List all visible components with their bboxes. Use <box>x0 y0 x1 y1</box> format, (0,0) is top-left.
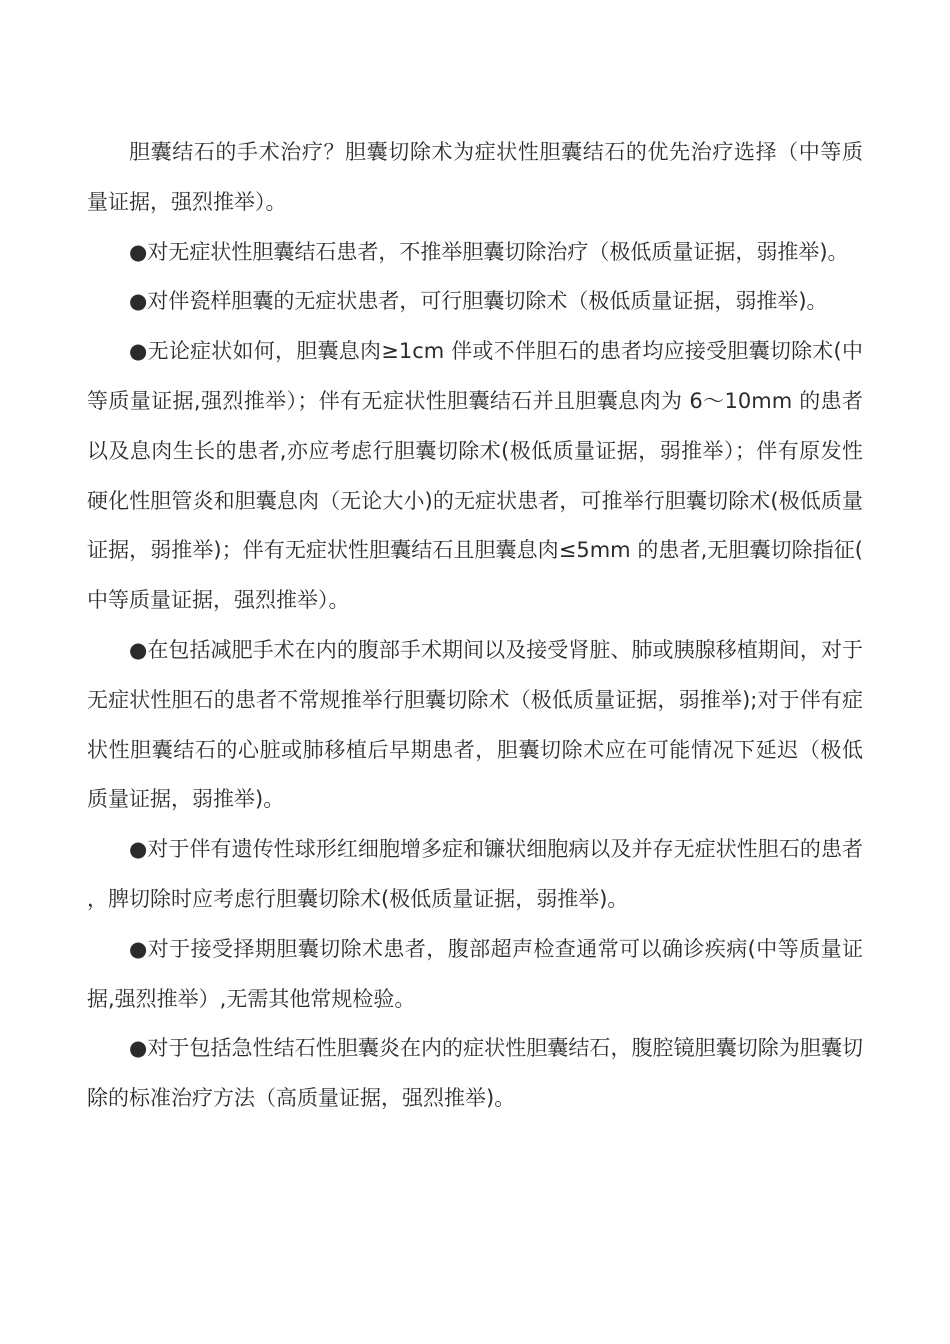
paragraph-bullet-asymptomatic: ●对无症状性胆囊结石患者，不推举胆囊切除治疗（极低质量证据，弱推举)。 <box>129 239 849 264</box>
paragraph-bullet-porcelain: ●对伴瓷样胆囊的无症状患者，可行胆囊切除术（极低质量证据，弱推举)。 <box>129 289 828 314</box>
paragraph-bullet-polyp: ●无论症状如何，胆囊息肉≥1cm 伴或不伴胆石的患者均应接受胆囊切除术(中等质量证据,强烈推举）；伴有无症状性胆囊结石并且胆囊息肉为 6～10mm 的患者以及息肉生长的患者,亦应考虑行胆囊切除术(极低质量证据，弱推举）；伴有原发性硬化性胆管炎和胆囊息肉（无论大小)的无症状患者，可推举行胆囊切除术(极低质量证据，弱推举)；伴有无症状性胆囊结石且胆囊息肉≤5mm 的患者,无胆囊切除指征(中等质量证据，强烈推举）。 <box>87 339 863 613</box>
document-body <box>87 128 863 1124</box>
paragraph-bullet-surgery-transplant: ●在包括减肥手术在内的腹部手术期间以及接受肾脏、肺或胰腺移植期间，对于无症状性胆石的患者不常规推举行胆囊切除术（极低质量证据，弱推举);对于伴有症状性胆囊结石的心脏或肺移植后早期患者，胆囊切除术应在可能情况下延迟（极低质量证据，弱推举)。 <box>87 637 863 812</box>
paragraph-bullet-spherocytosis: ●对于伴有遗传性球形红细胞增多症和镰状细胞病以及并存无症状性胆石的患者，脾切除时应考虑行胆囊切除术(极低质量证据，弱推举)。 <box>87 837 863 911</box>
paragraph-intro: 胆囊结石的手术治疗？胆囊切除术为症状性胆囊结石的优先治疗选择（中等质量证据，强烈推举）。 <box>87 140 863 214</box>
paragraph-bullet-ultrasound: ●对于接受择期胆囊切除术患者，腹部超声检查通常可以确诊疾病(中等质量证据,强烈推举）,无需其他常规检验。 <box>87 936 863 1011</box>
paragraph-bullet-laparoscopic: ●对于包括急性结石性胆囊炎在内的症状性胆囊结石，腹腔镜胆囊切除为胆囊切除的标准治疗方法（高质量证据，强烈推举)。 <box>87 1036 863 1111</box>
